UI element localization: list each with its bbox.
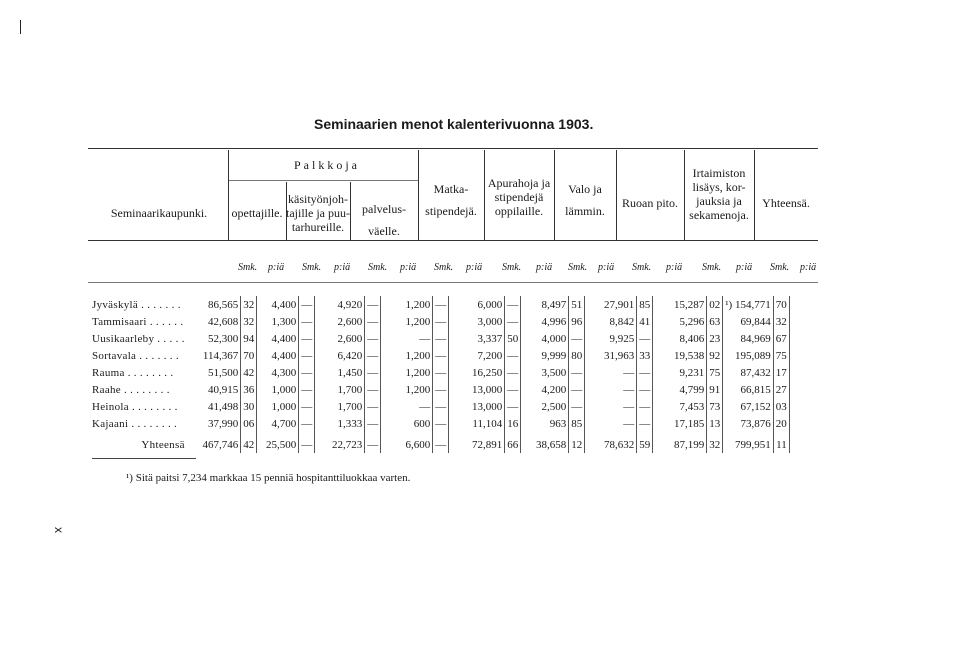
markka-cell: 195,089 <box>723 347 773 364</box>
penni-cell: 42 <box>241 364 257 381</box>
unit-penni: p:iä <box>466 262 483 273</box>
penni-cell: — <box>365 381 381 398</box>
header-line: stipendejä. <box>425 204 477 218</box>
markka-cell: 1,333 <box>315 415 365 432</box>
markka-cell: 4,000 <box>521 330 569 347</box>
markka-cell: 11,104 <box>449 415 505 432</box>
table-row <box>90 398 789 415</box>
penni-cell: 06 <box>241 415 257 432</box>
markka-cell: 467,746 <box>187 432 241 453</box>
penni-cell: — <box>365 313 381 330</box>
unit-markka: Smk. <box>434 262 454 273</box>
markka-cell: 16,250 <box>449 364 505 381</box>
penni-cell: 85 <box>569 415 585 432</box>
markka-cell: 1,450 <box>315 364 365 381</box>
markka-cell: 86,565 <box>187 296 241 313</box>
unit-penni: p:iä <box>268 262 285 273</box>
penni-cell: 32 <box>241 296 257 313</box>
header-line: jauksia ja <box>696 194 742 208</box>
unit-penni: p:iä <box>666 262 683 273</box>
markka-cell: 9,925 <box>585 330 637 347</box>
penni-cell: 92 <box>707 347 723 364</box>
penni-cell: 32 <box>707 432 723 453</box>
penni-cell: — <box>433 296 449 313</box>
penni-cell: — <box>433 347 449 364</box>
header-line: käsityönjoh- <box>288 192 348 206</box>
footnote-rule <box>92 458 196 459</box>
penni-cell: 51 <box>569 296 585 313</box>
markka-cell: 2,500 <box>521 398 569 415</box>
table-row <box>90 330 789 347</box>
markka-cell: 22,723 <box>315 432 365 453</box>
penni-cell: — <box>433 330 449 347</box>
markka-cell: 15,287 <box>653 296 707 313</box>
markka-cell: — <box>585 381 637 398</box>
penni-cell: — <box>299 381 315 398</box>
markka-cell: 1,200 <box>381 296 433 313</box>
seminary-name: Heinola . . . . . . . . <box>92 400 178 413</box>
markka-cell: 37,990 <box>187 415 241 432</box>
unit-markka: Smk. <box>702 262 722 273</box>
header-seminaarikaupunki: Seminaarikaupunki. <box>110 206 208 220</box>
markka-cell: 66,815 <box>723 381 773 398</box>
penni-cell: 91 <box>707 381 723 398</box>
table-row <box>90 313 789 330</box>
markka-cell: — <box>585 364 637 381</box>
header-line: palvelus- <box>362 202 406 216</box>
unit-markka: Smk. <box>502 262 522 273</box>
markka-cell: 52,300 <box>187 330 241 347</box>
unit-markka: Smk. <box>302 262 322 273</box>
markka-cell: 3,000 <box>449 313 505 330</box>
markka-cell: — <box>381 330 433 347</box>
total-label: Yhteensä <box>141 438 185 451</box>
unit-penni: p:iä <box>800 262 817 273</box>
penni-cell: — <box>299 398 315 415</box>
penni-cell: 96 <box>569 313 585 330</box>
markka-cell: 69,844 <box>723 313 773 330</box>
markka-cell: 6,000 <box>449 296 505 313</box>
penni-cell: 75 <box>773 347 789 364</box>
header-line: lisäys, kor- <box>692 180 746 194</box>
penni-cell: — <box>365 347 381 364</box>
total-row <box>90 432 789 453</box>
penni-cell: — <box>365 432 381 453</box>
header-bottom-rule <box>88 240 818 241</box>
penni-cell: 75 <box>707 364 723 381</box>
penni-cell: — <box>433 398 449 415</box>
header-matkastipendeja <box>418 182 484 218</box>
penni-cell: — <box>299 347 315 364</box>
markka-cell: 963 <box>521 415 569 432</box>
year-dash <box>20 20 21 34</box>
markka-cell: 9,231 <box>653 364 707 381</box>
markka-cell: 1,000 <box>257 381 299 398</box>
penni-cell: — <box>433 432 449 453</box>
penni-cell: — <box>433 313 449 330</box>
markka-cell: 7,200 <box>449 347 505 364</box>
penni-cell: — <box>505 347 521 364</box>
markka-cell: 7,453 <box>653 398 707 415</box>
markka-cell: 4,200 <box>521 381 569 398</box>
unit-markka: Smk. <box>632 262 652 273</box>
penni-cell: 33 <box>637 347 653 364</box>
penni-cell: — <box>505 313 521 330</box>
footnote: ¹) Sitä paitsi 7,234 markkaa 15 penniä hospitanttiluokkaa varten. <box>126 472 411 484</box>
penni-cell: — <box>365 364 381 381</box>
penni-cell: 30 <box>241 398 257 415</box>
markka-cell: 4,996 <box>521 313 569 330</box>
markka-cell: 2,600 <box>315 313 365 330</box>
penni-cell: 36 <box>241 381 257 398</box>
penni-cell: 50 <box>505 330 521 347</box>
penni-cell: 41 <box>637 313 653 330</box>
penni-cell: 73 <box>707 398 723 415</box>
markka-cell: 17,185 <box>653 415 707 432</box>
penni-cell: — <box>637 415 653 432</box>
units-rule <box>88 282 818 283</box>
markka-cell: 13,000 <box>449 381 505 398</box>
seminary-name: Tammisaari . . . . . . <box>92 315 184 328</box>
header-line: tajille ja puu- <box>286 206 350 220</box>
penni-cell: — <box>433 415 449 432</box>
seminary-name: Rauma . . . . . . . . <box>92 366 174 379</box>
expense-table <box>90 296 790 453</box>
palkkoja-rule <box>228 180 418 181</box>
header-irtaimisto <box>684 166 754 222</box>
markka-cell: 73,876 <box>723 415 773 432</box>
header-palkkoja: Palkkoja <box>294 158 360 172</box>
unit-markka: Smk. <box>770 262 790 273</box>
markka-cell: 78,632 <box>585 432 637 453</box>
penni-cell: 85 <box>637 296 653 313</box>
header-line: Apurahoja ja <box>487 176 551 190</box>
markka-cell: 9,999 <box>521 347 569 364</box>
penni-cell: 02 <box>707 296 723 313</box>
markka-cell: 84,969 <box>723 330 773 347</box>
penni-cell: — <box>365 330 381 347</box>
penni-cell: — <box>299 432 315 453</box>
markka-cell: 13,000 <box>449 398 505 415</box>
penni-cell: 20 <box>773 415 789 432</box>
penni-cell: 80 <box>569 347 585 364</box>
penni-cell: — <box>637 381 653 398</box>
markka-cell: 4,700 <box>257 415 299 432</box>
penni-cell: — <box>365 296 381 313</box>
markka-cell: 4,400 <box>257 347 299 364</box>
markka-cell: 1,700 <box>315 381 365 398</box>
markka-cell: 4,300 <box>257 364 299 381</box>
page-title: Seminaarien menot kalenterivuonna 1903. <box>314 116 594 132</box>
header-line: Matka- <box>433 182 469 196</box>
unit-markka: Smk. <box>568 262 588 273</box>
markka-cell: 67,152 <box>723 398 773 415</box>
markka-cell: 51,500 <box>187 364 241 381</box>
header-kasityonjohtajille <box>286 192 350 234</box>
penni-cell: — <box>637 364 653 381</box>
markka-cell: — <box>585 415 637 432</box>
penni-cell: — <box>569 398 585 415</box>
penni-cell: 17 <box>773 364 789 381</box>
markka-cell: 6,420 <box>315 347 365 364</box>
penni-cell: 03 <box>773 398 789 415</box>
year-label <box>0 53 2 82</box>
markka-cell: 27,901 <box>585 296 637 313</box>
markka-cell: 2,600 <box>315 330 365 347</box>
penni-cell: — <box>433 381 449 398</box>
penni-cell: 42 <box>241 432 257 453</box>
markka-cell: 41,498 <box>187 398 241 415</box>
unit-penni: p:iä <box>598 262 615 273</box>
header-apurahoja <box>484 176 554 218</box>
header-line: stipendejä <box>494 190 544 204</box>
margin-mark: x <box>52 527 66 533</box>
penni-cell: 27 <box>773 381 789 398</box>
unit-penni: p:iä <box>736 262 753 273</box>
markka-cell: — <box>585 398 637 415</box>
penni-cell: — <box>299 313 315 330</box>
penni-cell: — <box>433 364 449 381</box>
penni-cell: 67 <box>773 330 789 347</box>
penni-cell: — <box>299 330 315 347</box>
table-row <box>90 347 789 364</box>
header-line: Valo ja <box>568 182 602 196</box>
unit-markka: Smk. <box>238 262 258 273</box>
header-line: lämmin. <box>565 204 605 218</box>
penni-cell: — <box>365 398 381 415</box>
markka-cell: 8,497 <box>521 296 569 313</box>
seminary-name: Jyväskylä . . . . . . . <box>92 298 181 311</box>
markka-cell: 3,500 <box>521 364 569 381</box>
header-yhteensa: Yhteensä. <box>762 196 810 210</box>
seminary-name: Raahe . . . . . . . . <box>92 383 170 396</box>
table-row <box>90 364 789 381</box>
header-opettajille: opettajille. <box>231 206 283 220</box>
markka-cell: ¹) 154,771 <box>723 296 773 313</box>
table-row <box>90 415 789 432</box>
penni-cell: 66 <box>505 432 521 453</box>
table-row <box>90 381 789 398</box>
unit-penni: p:iä <box>536 262 553 273</box>
penni-cell: — <box>505 381 521 398</box>
markka-cell: — <box>381 398 433 415</box>
hdr-divider <box>616 150 617 240</box>
header-top-rule <box>88 148 818 149</box>
unit-penni: p:iä <box>400 262 417 273</box>
markka-cell: 87,432 <box>723 364 773 381</box>
markka-cell: 4,400 <box>257 330 299 347</box>
markka-cell: 87,199 <box>653 432 707 453</box>
seminary-name: Sortavala . . . . . . . <box>92 349 179 362</box>
markka-cell: 114,367 <box>187 347 241 364</box>
markka-cell: 1,200 <box>381 313 433 330</box>
page-year-margin <box>8 20 32 130</box>
penni-cell: 63 <box>707 313 723 330</box>
markka-cell: 799,951 <box>723 432 773 453</box>
markka-cell: 1,300 <box>257 313 299 330</box>
markka-cell: 6,600 <box>381 432 433 453</box>
markka-cell: 31,963 <box>585 347 637 364</box>
penni-cell: 94 <box>241 330 257 347</box>
hdr-divider <box>754 150 755 240</box>
markka-cell: 38,658 <box>521 432 569 453</box>
header-line: väelle. <box>368 224 400 238</box>
penni-cell: 11 <box>773 432 789 453</box>
penni-cell: — <box>637 398 653 415</box>
markka-cell: 1,200 <box>381 347 433 364</box>
markka-cell: 1,200 <box>381 381 433 398</box>
unit-penni: p:iä <box>334 262 351 273</box>
header-line: tarhureille. <box>291 220 345 234</box>
markka-cell: 42,608 <box>187 313 241 330</box>
markka-cell: 1,200 <box>381 364 433 381</box>
penni-cell: 12 <box>569 432 585 453</box>
markka-cell: 4,920 <box>315 296 365 313</box>
penni-cell: 23 <box>707 330 723 347</box>
penni-cell: 59 <box>637 432 653 453</box>
penni-cell: 13 <box>707 415 723 432</box>
header-line: Irtaimiston <box>692 166 746 180</box>
markka-cell: 4,799 <box>653 381 707 398</box>
penni-cell: — <box>505 398 521 415</box>
markka-cell: 19,538 <box>653 347 707 364</box>
penni-cell: 16 <box>505 415 521 432</box>
penni-cell: 70 <box>773 296 789 313</box>
markka-cell: 4,400 <box>257 296 299 313</box>
markka-cell: 72,891 <box>449 432 505 453</box>
markka-cell: 1,000 <box>257 398 299 415</box>
seminary-name: Uusikaarleby . . . . . <box>92 332 185 345</box>
table-row <box>90 296 789 313</box>
hdr-divider <box>228 150 229 240</box>
unit-markka: Smk. <box>368 262 388 273</box>
markka-cell: 1,700 <box>315 398 365 415</box>
header-line: oppilaille. <box>494 204 544 218</box>
markka-cell: 3,337 <box>449 330 505 347</box>
penni-cell: 32 <box>241 313 257 330</box>
header-palvelusvaelle <box>350 202 418 238</box>
penni-cell: — <box>365 415 381 432</box>
markka-cell: 8,842 <box>585 313 637 330</box>
penni-cell: — <box>569 364 585 381</box>
penni-cell: — <box>637 330 653 347</box>
markka-cell: 8,406 <box>653 330 707 347</box>
penni-cell: — <box>505 296 521 313</box>
penni-cell: — <box>569 330 585 347</box>
header-valo-ja-lammin <box>554 182 616 218</box>
seminary-name: Kajaani . . . . . . . . <box>92 417 178 430</box>
header-ruoan-pito: Ruoan pito. <box>622 196 678 210</box>
header-line: sekamenoja. <box>689 208 749 222</box>
penni-cell: — <box>299 296 315 313</box>
markka-cell: 40,915 <box>187 381 241 398</box>
penni-cell: — <box>569 381 585 398</box>
penni-cell: — <box>299 415 315 432</box>
markka-cell: 600 <box>381 415 433 432</box>
penni-cell: 70 <box>241 347 257 364</box>
markka-cell: 5,296 <box>653 313 707 330</box>
penni-cell: — <box>505 364 521 381</box>
penni-cell: — <box>299 364 315 381</box>
table-body <box>90 296 789 453</box>
penni-cell: 32 <box>773 313 789 330</box>
markka-cell: 25,500 <box>257 432 299 453</box>
